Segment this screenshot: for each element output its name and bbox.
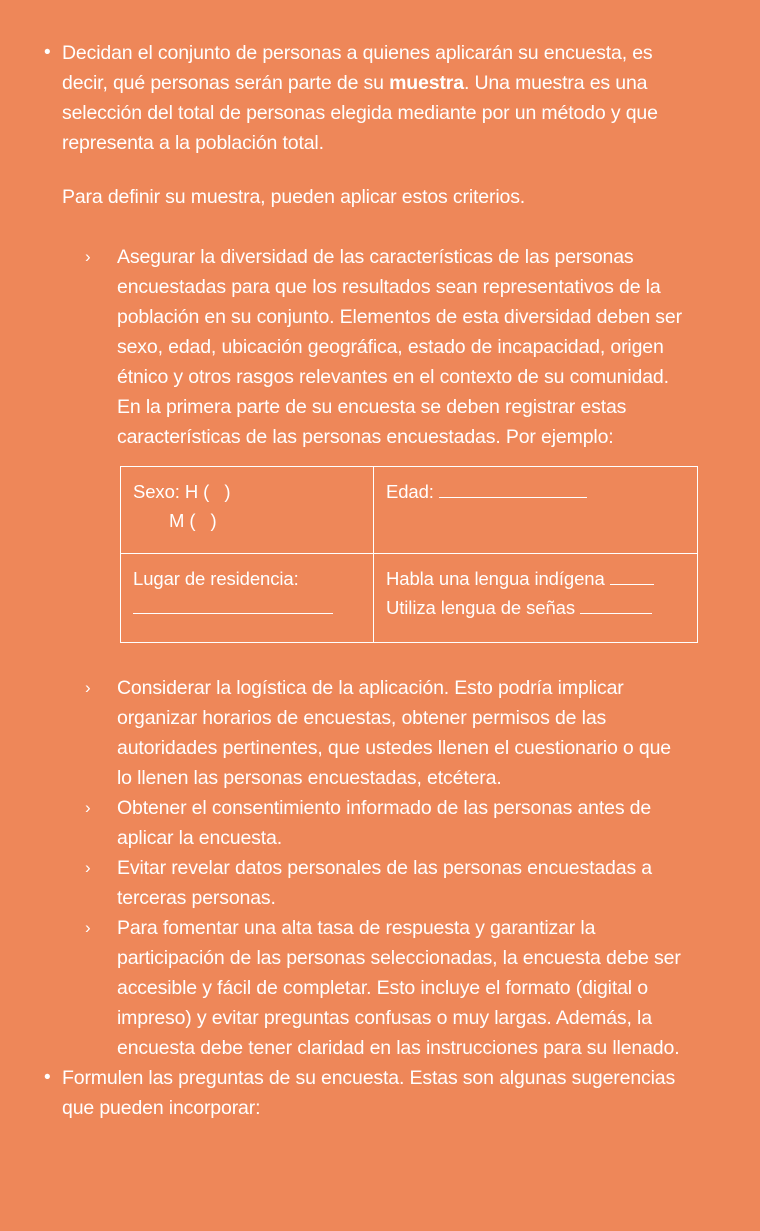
lengua-senas-blank-line[interactable] (580, 594, 652, 614)
table-cell-sexo (121, 467, 374, 554)
sublist-item-diversidad (0, 242, 760, 452)
list-item-decidan (0, 38, 760, 158)
chevron-right-icon: › (85, 678, 91, 697)
sexo-line-m: M ( ) (169, 510, 217, 531)
chevron-right-icon: › (85, 247, 91, 266)
lengua-indigena-blank-line[interactable] (610, 565, 654, 585)
sublist-item-datos-personales (0, 853, 760, 913)
lengua-senas-label: Utiliza lengua de señas (386, 597, 581, 618)
sublist-item-consentimiento (0, 793, 760, 853)
table-cell-lenguas (374, 554, 698, 643)
lengua-senas-row (386, 593, 685, 622)
edad-label: Edad: (386, 481, 439, 502)
sublist-item-logistica (0, 673, 760, 793)
table-cell-edad (374, 467, 698, 554)
sexo-line-h: Sexo: H ( ) (133, 481, 231, 502)
lengua-indigena-label: Habla una lengua indígena (386, 568, 610, 589)
lugar-blank-line[interactable] (133, 594, 333, 614)
table-row (121, 467, 698, 554)
table-row (121, 554, 698, 643)
list-item-formulen (0, 1063, 760, 1123)
edad-blank-line[interactable] (439, 478, 587, 498)
spacer-before-criteria (0, 212, 760, 242)
chevron-right-icon: › (85, 858, 91, 877)
table-cell-lugar (121, 554, 374, 643)
sublist-item-text: Evitar revelar datos personales de las personas encuestadas a terceras personas. (117, 857, 653, 909)
bold-term-muestra: muestra (389, 72, 464, 94)
sample-table-wrap (0, 466, 760, 643)
bullet-icon: • (44, 42, 51, 63)
list-item-text (62, 38, 678, 158)
lugar-label: Lugar de residencia: (133, 568, 299, 589)
lengua-indigena-row (386, 564, 685, 593)
top-spacer (0, 0, 760, 38)
intro-paragraph: Para definir su muestra, pueden aplicar estos criterios. (62, 186, 526, 208)
chevron-right-icon: › (85, 798, 91, 817)
lugar-blank-wrap (133, 593, 361, 622)
sublist-item-text: Para fomentar una alta tasa de respuesta y garantizar la participación de las personas seleccionadas, la encuesta debe ser accesible y fácil de completar. Esto incluye el formato (digital o impreso) y evitar preguntas confusas o muy largas. Además, la encuesta debe tener claridad en las instrucciones para su llenado. (117, 917, 681, 1059)
sample-characteristics-table (120, 466, 698, 643)
spacer-before-table (0, 452, 760, 466)
sublist-item-text: Obtener el consentimiento informado de las personas antes de aplicar la encuesta. (117, 797, 652, 849)
chevron-right-icon: › (85, 918, 91, 937)
sublist-item-text: Considerar la logística de la aplicación. Esto podría implicar organizar horarios de encuestas, obtener permisos de las autoridades pertinentes, que ustedes llenen el cuestionario o que lo llenen las personas encuestadas, etcétera. (117, 677, 671, 789)
sublist-item-tasa-respuesta (0, 913, 760, 1063)
spacer-after-item1 (0, 158, 760, 182)
spacer-after-table (0, 643, 760, 673)
bullet-icon: • (44, 1067, 51, 1088)
sublist-item-text: Asegurar la diversidad de las características de las personas encuestadas para que los resultados sean representativos de la población en su conjunto. Elementos de esta diversidad deben ser sexo, edad, ubicación geográfica, estado de incapacidad, origen étnico y otros rasgos relevantes en el contexto de su comunidad. En la primera parte de su encuesta se deben registrar estas características de las personas encuestadas. Por ejemplo: (117, 246, 682, 448)
text-after-bold: . Una muestra es una selección del total de personas elegida mediante por un método y que representa a la población total. (62, 72, 658, 154)
text-before-bold: Decidan el conjunto de personas a quienes aplicarán su encuesta, es decir, qué personas serán parte de su (62, 42, 653, 94)
list-item-text: Formulen las preguntas de su encuesta. Estas son algunas sugerencias que pueden incorporar: (62, 1067, 676, 1119)
